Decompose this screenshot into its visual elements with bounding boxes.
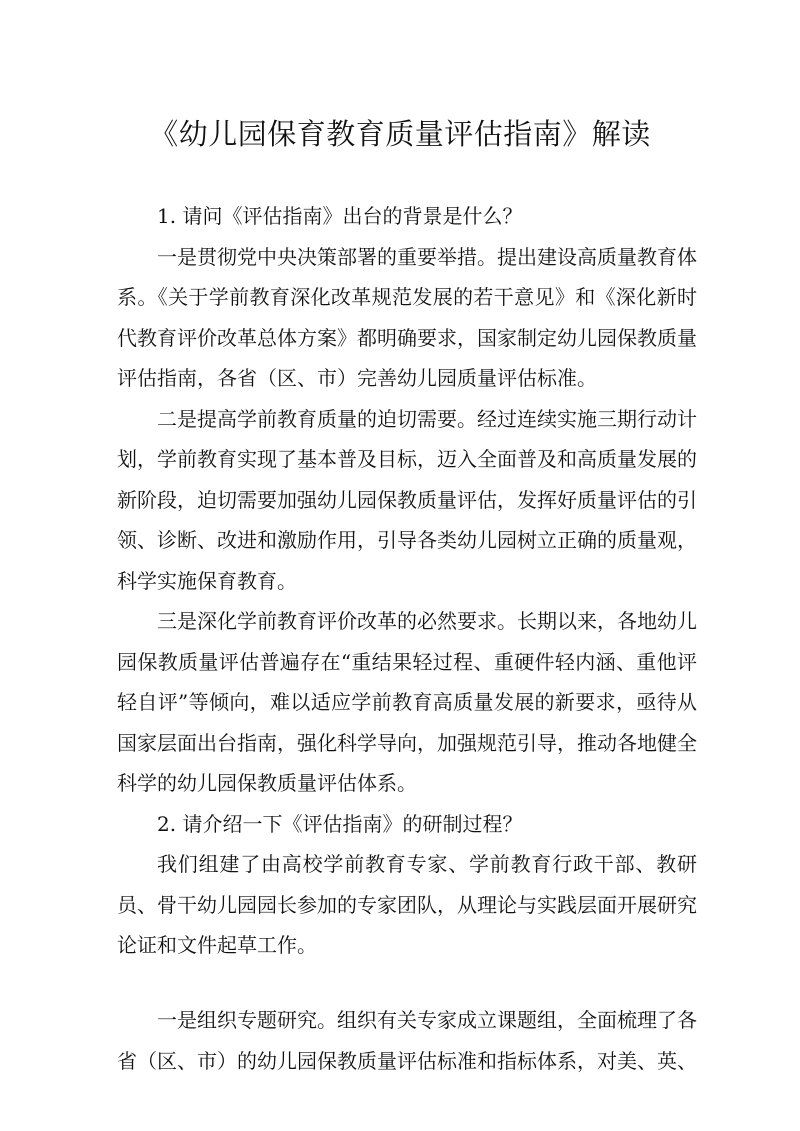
document-title: 《幼儿园保育教育质量评估指南》解读 (149, 117, 651, 151)
paragraph-5: 一是组织专题研究。组织有关专家成立课题组，全面梳理了各省（区、市）的幼儿园保教质量评估标准和指标体系，对美、英、 (117, 1008, 697, 1073)
document-body-part-1 (117, 196, 697, 966)
question-1-heading: 1. 请问《评估指南》出台的背景是什么？ (157, 204, 523, 228)
question-2-heading: 2. 请介绍一下《评估指南》的研制过程？ (157, 811, 523, 836)
document-body-part-2 (117, 1000, 697, 1081)
paragraph-2: 二是提高学前教育质量的迫切需要。经过连续实施三期行动计划，学前教育实现了基本普及目标，迈入全面普及和高质量发展的新阶段，迫切需要加强幼儿园保教质量评估，发挥好质量评估的引领、诊断、改进和激励作用，引导各类幼儿园树立正确的质量观，科学实施保育教育。 (117, 406, 697, 593)
paragraph-3: 三是深化学前教育评价改革的必然要求。长期以来，各地幼儿园保教质量评估普遍存在“重结果轻过程、重硬件轻内涵、重他评轻自评”等倾向，难以适应学前教育高质量发展的新要求，亟待从国家层面出台指南，强化科学导向，加强规范引导，推动各地健全科学的幼儿园保教质量评估体系。 (117, 609, 697, 795)
paragraph-1: 一是贯彻党中央决策部署的重要举措。提出建设高质量教育体系。《关于学前教育深化改革规范发展的若干意见》和《深化新时代教育评价改革总体方案》都明确要求，国家制定幼儿园保教质量评估指南，各省（区、市）完善幼儿园质量评估标准。 (117, 244, 697, 390)
paragraph-4: 我们组建了由高校学前教育专家、学前教育行政干部、教研员、骨干幼儿园园长参加的专家团队，从理论与实践层面开展研究论证和文件起草工作。 (117, 852, 697, 957)
